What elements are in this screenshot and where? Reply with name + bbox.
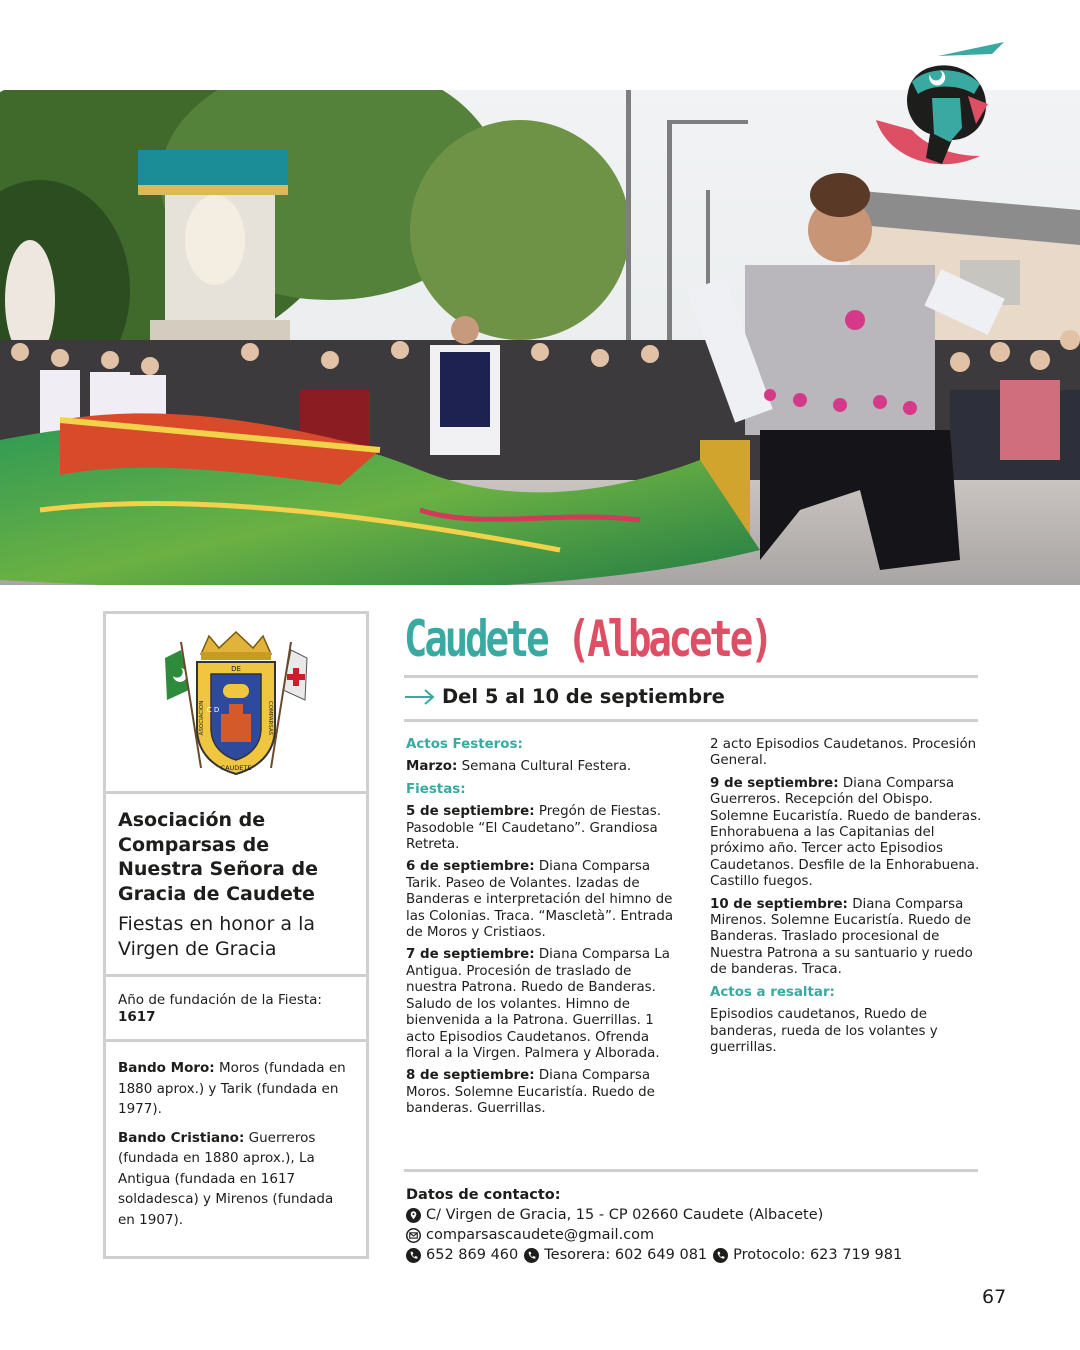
phone-icon: [406, 1248, 421, 1263]
envelope-icon: [406, 1228, 421, 1243]
svg-text:CAUDETE: CAUDETE: [220, 763, 252, 772]
day-entry: [406, 1068, 686, 1117]
day-label: 6 de septiembre:: [406, 859, 535, 875]
page-number: 67: [982, 1286, 1007, 1308]
day-text: Diana Comparsa La Antigua. Procesión de traslado de nuestra Patrona. Ruedo de Banderas. Saludo de los volantes. Himno de bienvenida a la Patrona. Guerrillas. 1 acto Episodios Caudetanos. Ofrenda floral a la Virgen. Palmera y Alborada.: [406, 947, 670, 1061]
day-text: Diana Comparsa Guerreros. Recepción del Obispo. Solemne Eucaristía. Ruedo de banderas. Enhorabuena a las Capitanias del próximo año. Tercer acto Episodios Caudetanos. Desfile de la Enhorabuena. Castillo fuegos.: [710, 775, 982, 890]
day-label: 5 de septiembre:: [406, 804, 535, 820]
svg-text:ASOCIACION: ASOCIACION: [199, 700, 205, 735]
day-entry: [710, 776, 982, 891]
program-column-1: [406, 737, 686, 1124]
day-entry: [406, 947, 686, 1062]
divider: [404, 719, 978, 722]
day-entry: [710, 897, 982, 979]
location-pin-icon: [406, 1208, 421, 1223]
svg-text:C D: C D: [206, 705, 220, 714]
svg-text:DE: DE: [231, 664, 241, 673]
contact-heading: Datos de contacto:: [406, 1187, 561, 1203]
divider: [404, 1169, 978, 1172]
founded-year: 1617: [118, 1009, 156, 1025]
day-label: 7 de septiembre:: [406, 947, 535, 963]
bando-cristiano-text: Guerreros (fundada en 1880 aprox.), La Antigua (fundada en 1617 soldadesca) y Mirenos (fundada en 1907).: [118, 1129, 334, 1228]
day-label: 10 de septiembre:: [710, 896, 848, 912]
resaltar-text: Episodios caudetanos, Ruedo de banderas, rueda de los volantes y guerrillas.: [710, 1007, 938, 1055]
day-text: Pregón de Fiestas. Pasodoble “El Caudetano”. Grandiosa Retreta.: [406, 804, 661, 853]
actos-heading: Actos Festeros:: [406, 737, 523, 752]
marzo-label: Marzo:: [406, 759, 458, 775]
fiestas-heading: Fiestas:: [406, 781, 466, 797]
association-name: Asociación de Comparsas de Nuestra Señora de Gracia de Caudete: [118, 809, 318, 905]
moorish-warrior-emblem: [868, 38, 1008, 178]
divider: [404, 675, 978, 678]
association-crest: [161, 628, 311, 778]
bando-moro: [118, 1058, 354, 1120]
phone-icon: [713, 1248, 728, 1263]
marzo-text: Semana Cultural Festera.: [461, 759, 632, 775]
day-entry: [406, 804, 686, 853]
phone-row: [406, 1245, 902, 1265]
svg-text:COMPARSAS: COMPARSAS: [267, 700, 273, 735]
association-info-box: [103, 611, 369, 1259]
bando-moro-text: Moros (fundada en 1880 aprox.) y Tarik (fundada en 1977).: [118, 1060, 346, 1117]
contact-tesorera[interactable]: Tesorera: 602 649 081: [544, 1247, 708, 1263]
day-entry: [406, 859, 686, 941]
phone-icon: [524, 1248, 539, 1263]
day-label: 9 de septiembre:: [710, 775, 839, 791]
resaltar-heading: Actos a resaltar:: [710, 984, 835, 1000]
dates-line: [404, 685, 725, 708]
bando-cristiano-label: Bando Cristiano:: [118, 1129, 245, 1146]
contact-protocolo[interactable]: Protocolo: 623 719 981: [733, 1247, 903, 1263]
title-place: Caudete: [404, 610, 547, 668]
col2-intro: 2 acto Episodios Caudetanos. Procesión General.: [710, 737, 977, 769]
day-text: Diana Comparsa Moros. Solemne Eucaristía. Ruedo de banderas. Guerrillas.: [406, 1068, 655, 1117]
contact-address: C/ Virgen de Gracia, 15 - CP 02660 Caudete (Albacete): [426, 1207, 824, 1223]
contact-phone[interactable]: 652 869 460: [426, 1247, 519, 1263]
day-text: Diana Comparsa Tarik. Paseo de Volantes. Izadas de Banderas e interpretación del himno de las Colonias. Traca. “Mascletà”. Entrada de Moros y Cristiaos.: [406, 859, 674, 941]
bandos-panel: [106, 1042, 366, 1248]
founded-label: Año de fundación de la Fiesta:: [118, 992, 322, 1008]
marzo-entry: [406, 759, 686, 775]
bando-moro-label: Bando Moro:: [118, 1060, 215, 1076]
association-name-panel: [106, 794, 366, 977]
crest-panel: [106, 614, 366, 794]
title-province: (Albacete): [566, 610, 771, 668]
address-row: [406, 1205, 902, 1225]
arrow-right-icon: [404, 687, 436, 707]
bando-cristiano: [118, 1128, 354, 1231]
founded-panel: [106, 977, 366, 1042]
program-column-2: [710, 737, 982, 1062]
festival-dates: Del 5 al 10 de septiembre: [442, 685, 725, 708]
contact-email[interactable]: comparsascaudete@gmail.com: [426, 1227, 655, 1243]
page-title: [404, 610, 770, 668]
day-label: 8 de septiembre:: [406, 1068, 535, 1084]
day-text: Diana Comparsa Mirenos. Solemne Eucaristía. Ruedo de Banderas. Traslado procesional de Nuestra Patrona a su santuario y ruedo de banderas. Traca.: [710, 896, 973, 978]
contact-block: [406, 1185, 902, 1265]
email-row: [406, 1225, 902, 1245]
association-subtitle: Fiestas en honor a la Virgen de Gracia: [118, 913, 316, 960]
